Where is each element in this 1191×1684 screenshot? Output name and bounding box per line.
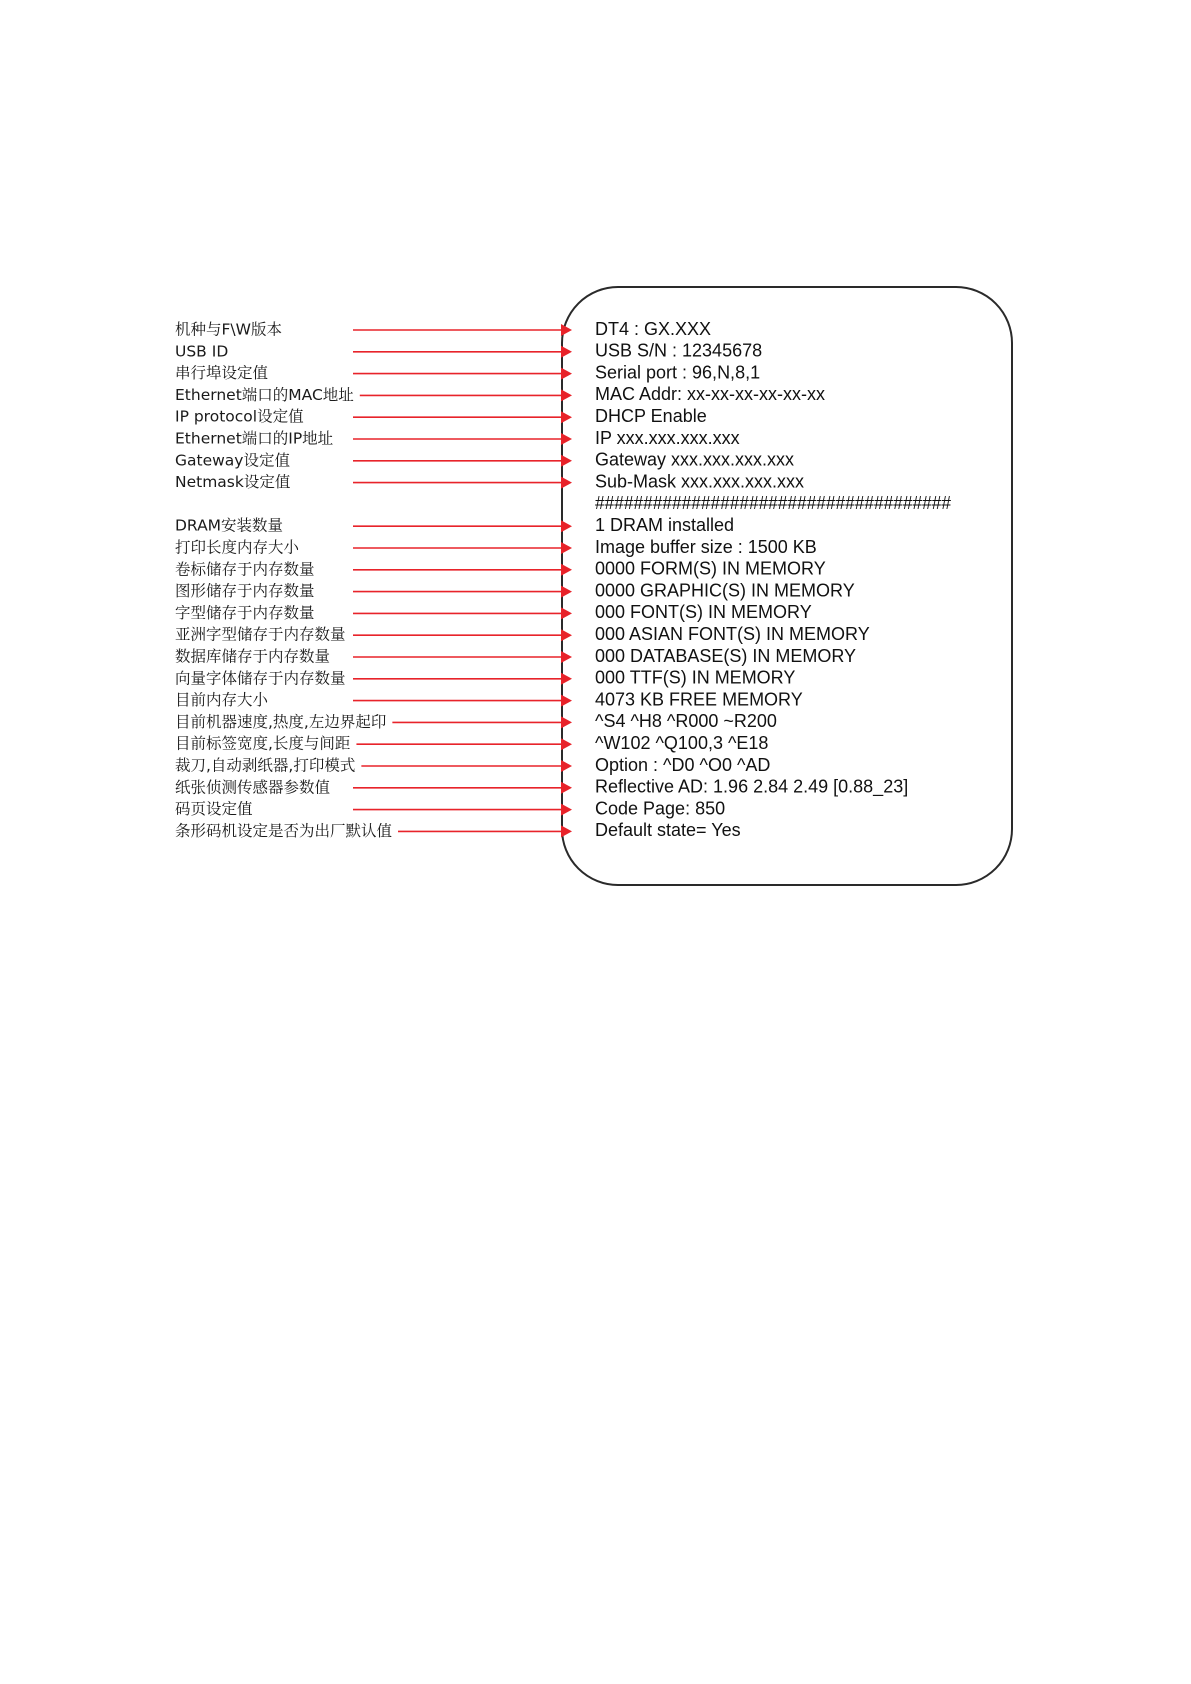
- arrow-head: [561, 804, 572, 816]
- status-row: [173, 798, 725, 820]
- status-value: Sub-Mask xxx.xxx.xxx.xxx: [595, 471, 805, 492]
- field-label: 亚洲字型储存于内存数量: [175, 625, 346, 644]
- field-label: 目前标签宽度,长度与间距: [175, 734, 351, 753]
- status-row: [173, 820, 741, 842]
- status-row: [173, 559, 826, 581]
- field-label: 纸张侦测传感器参数值: [175, 778, 331, 797]
- field-label: 向量字体储存于内存数量: [175, 669, 346, 688]
- status-value: IP xxx.xxx.xxx.xxx: [595, 427, 740, 448]
- status-value: Gateway xxx.xxx.xxx.xxx: [595, 449, 795, 470]
- arrow-head: [561, 760, 572, 772]
- field-label: 数据库储存于内存数量: [175, 647, 331, 666]
- status-value: DT4 : GX.XXX: [595, 318, 712, 339]
- status-value: 4073 KB FREE MEMORY: [595, 689, 803, 710]
- status-value: USB S/N : 12345678: [595, 340, 763, 361]
- arrow-head: [561, 346, 572, 358]
- status-value: Image buffer size : 1500 KB: [595, 536, 817, 557]
- status-row: [173, 733, 768, 755]
- field-label: 打印长度内存大小: [175, 538, 300, 557]
- arrow-head: [561, 825, 572, 837]
- field-label: Ethernet端口的IP地址: [175, 429, 334, 448]
- status-row: [173, 624, 870, 646]
- status-row: [173, 755, 770, 777]
- status-row: [173, 384, 825, 406]
- status-row: [173, 471, 804, 493]
- status-value: 000 ASIAN FONT(S) IN MEMORY: [595, 623, 870, 644]
- arrow-head: [561, 651, 572, 663]
- status-value: 1 DRAM installed: [595, 514, 735, 535]
- field-label: 码页设定值: [175, 800, 253, 819]
- arrow-head: [561, 477, 572, 489]
- field-label: Netmask设定值: [175, 473, 291, 492]
- arrow-head: [561, 411, 572, 423]
- field-label: 目前机器速度,热度,左边界起印: [175, 712, 387, 731]
- field-label: Ethernet端口的MAC地址: [175, 385, 354, 404]
- status-value: Serial port : 96,N,8,1: [595, 362, 761, 383]
- field-label: USB ID: [175, 342, 229, 361]
- field-label: 串行埠设定值: [175, 364, 269, 383]
- status-value: 0000 FORM(S) IN MEMORY: [595, 558, 826, 579]
- status-value: 000 FONT(S) IN MEMORY: [595, 602, 812, 623]
- status-row: [173, 515, 734, 537]
- arrow-head: [561, 716, 572, 728]
- field-label: 卷标储存于内存数量: [175, 560, 315, 579]
- status-row: [173, 689, 803, 711]
- status-row: [173, 406, 707, 428]
- status-value: 000 TTF(S) IN MEMORY: [595, 667, 796, 688]
- status-value: DHCP Enable: [595, 405, 707, 426]
- field-label: IP protocol设定值: [175, 407, 304, 426]
- arrow-head: [561, 433, 572, 445]
- arrow-head: [561, 673, 572, 685]
- status-value: Reflective AD: 1.96 2.84 2.49 [0.88_23]: [595, 776, 909, 797]
- status-row: [173, 646, 856, 668]
- field-label: 字型储存于内存数量: [175, 603, 315, 622]
- status-row: [173, 341, 762, 363]
- arrow-head: [561, 629, 572, 641]
- field-label: 目前内存大小: [175, 691, 269, 710]
- status-value: ^S4 ^H8 ^R000 ~R200: [595, 711, 777, 732]
- status-value: ^W102 ^Q100,3 ^E18: [595, 732, 769, 753]
- arrow-head: [561, 738, 572, 750]
- field-label: DRAM安装数量: [175, 516, 284, 535]
- status-row: [173, 777, 908, 799]
- status-row: [595, 493, 951, 513]
- status-row: [173, 711, 777, 733]
- arrow-head: [561, 542, 572, 554]
- status-value: #####################################: [595, 493, 951, 514]
- arrow-head: [561, 455, 572, 467]
- arrow-head: [561, 695, 572, 707]
- status-value: Code Page: 850: [595, 798, 726, 819]
- status-row: [173, 580, 855, 602]
- arrow-head: [561, 389, 572, 401]
- arrow-head: [561, 564, 572, 576]
- status-value: 0000 GRAPHIC(S) IN MEMORY: [595, 580, 855, 601]
- arrow-head: [561, 520, 572, 532]
- status-value: 000 DATABASE(S) IN MEMORY: [595, 645, 857, 666]
- status-row: [173, 319, 711, 341]
- status-value: MAC Addr: xx-xx-xx-xx-xx-xx: [595, 384, 826, 405]
- status-row: [173, 450, 794, 472]
- field-label: 图形储存于内存数量: [175, 582, 315, 601]
- field-label: 条形码机设定是否为出厂默认值: [175, 821, 393, 840]
- arrow-head: [561, 607, 572, 619]
- status-value: Default state= Yes: [595, 820, 741, 841]
- status-row: [173, 428, 740, 450]
- field-label: Gateway设定值: [175, 451, 290, 470]
- status-row: [173, 602, 812, 624]
- field-label: 机种与F\W版本: [175, 320, 282, 339]
- arrow-head: [561, 586, 572, 598]
- field-label: 裁刀,自动剥纸器,打印模式: [175, 756, 356, 775]
- status-row: [173, 668, 795, 690]
- arrow-head: [561, 368, 572, 380]
- status-row: [173, 537, 817, 559]
- arrow-head: [561, 324, 572, 336]
- status-row: [173, 362, 760, 384]
- status-value: Option : ^D0 ^O0 ^AD: [595, 754, 771, 775]
- arrow-head: [561, 782, 572, 794]
